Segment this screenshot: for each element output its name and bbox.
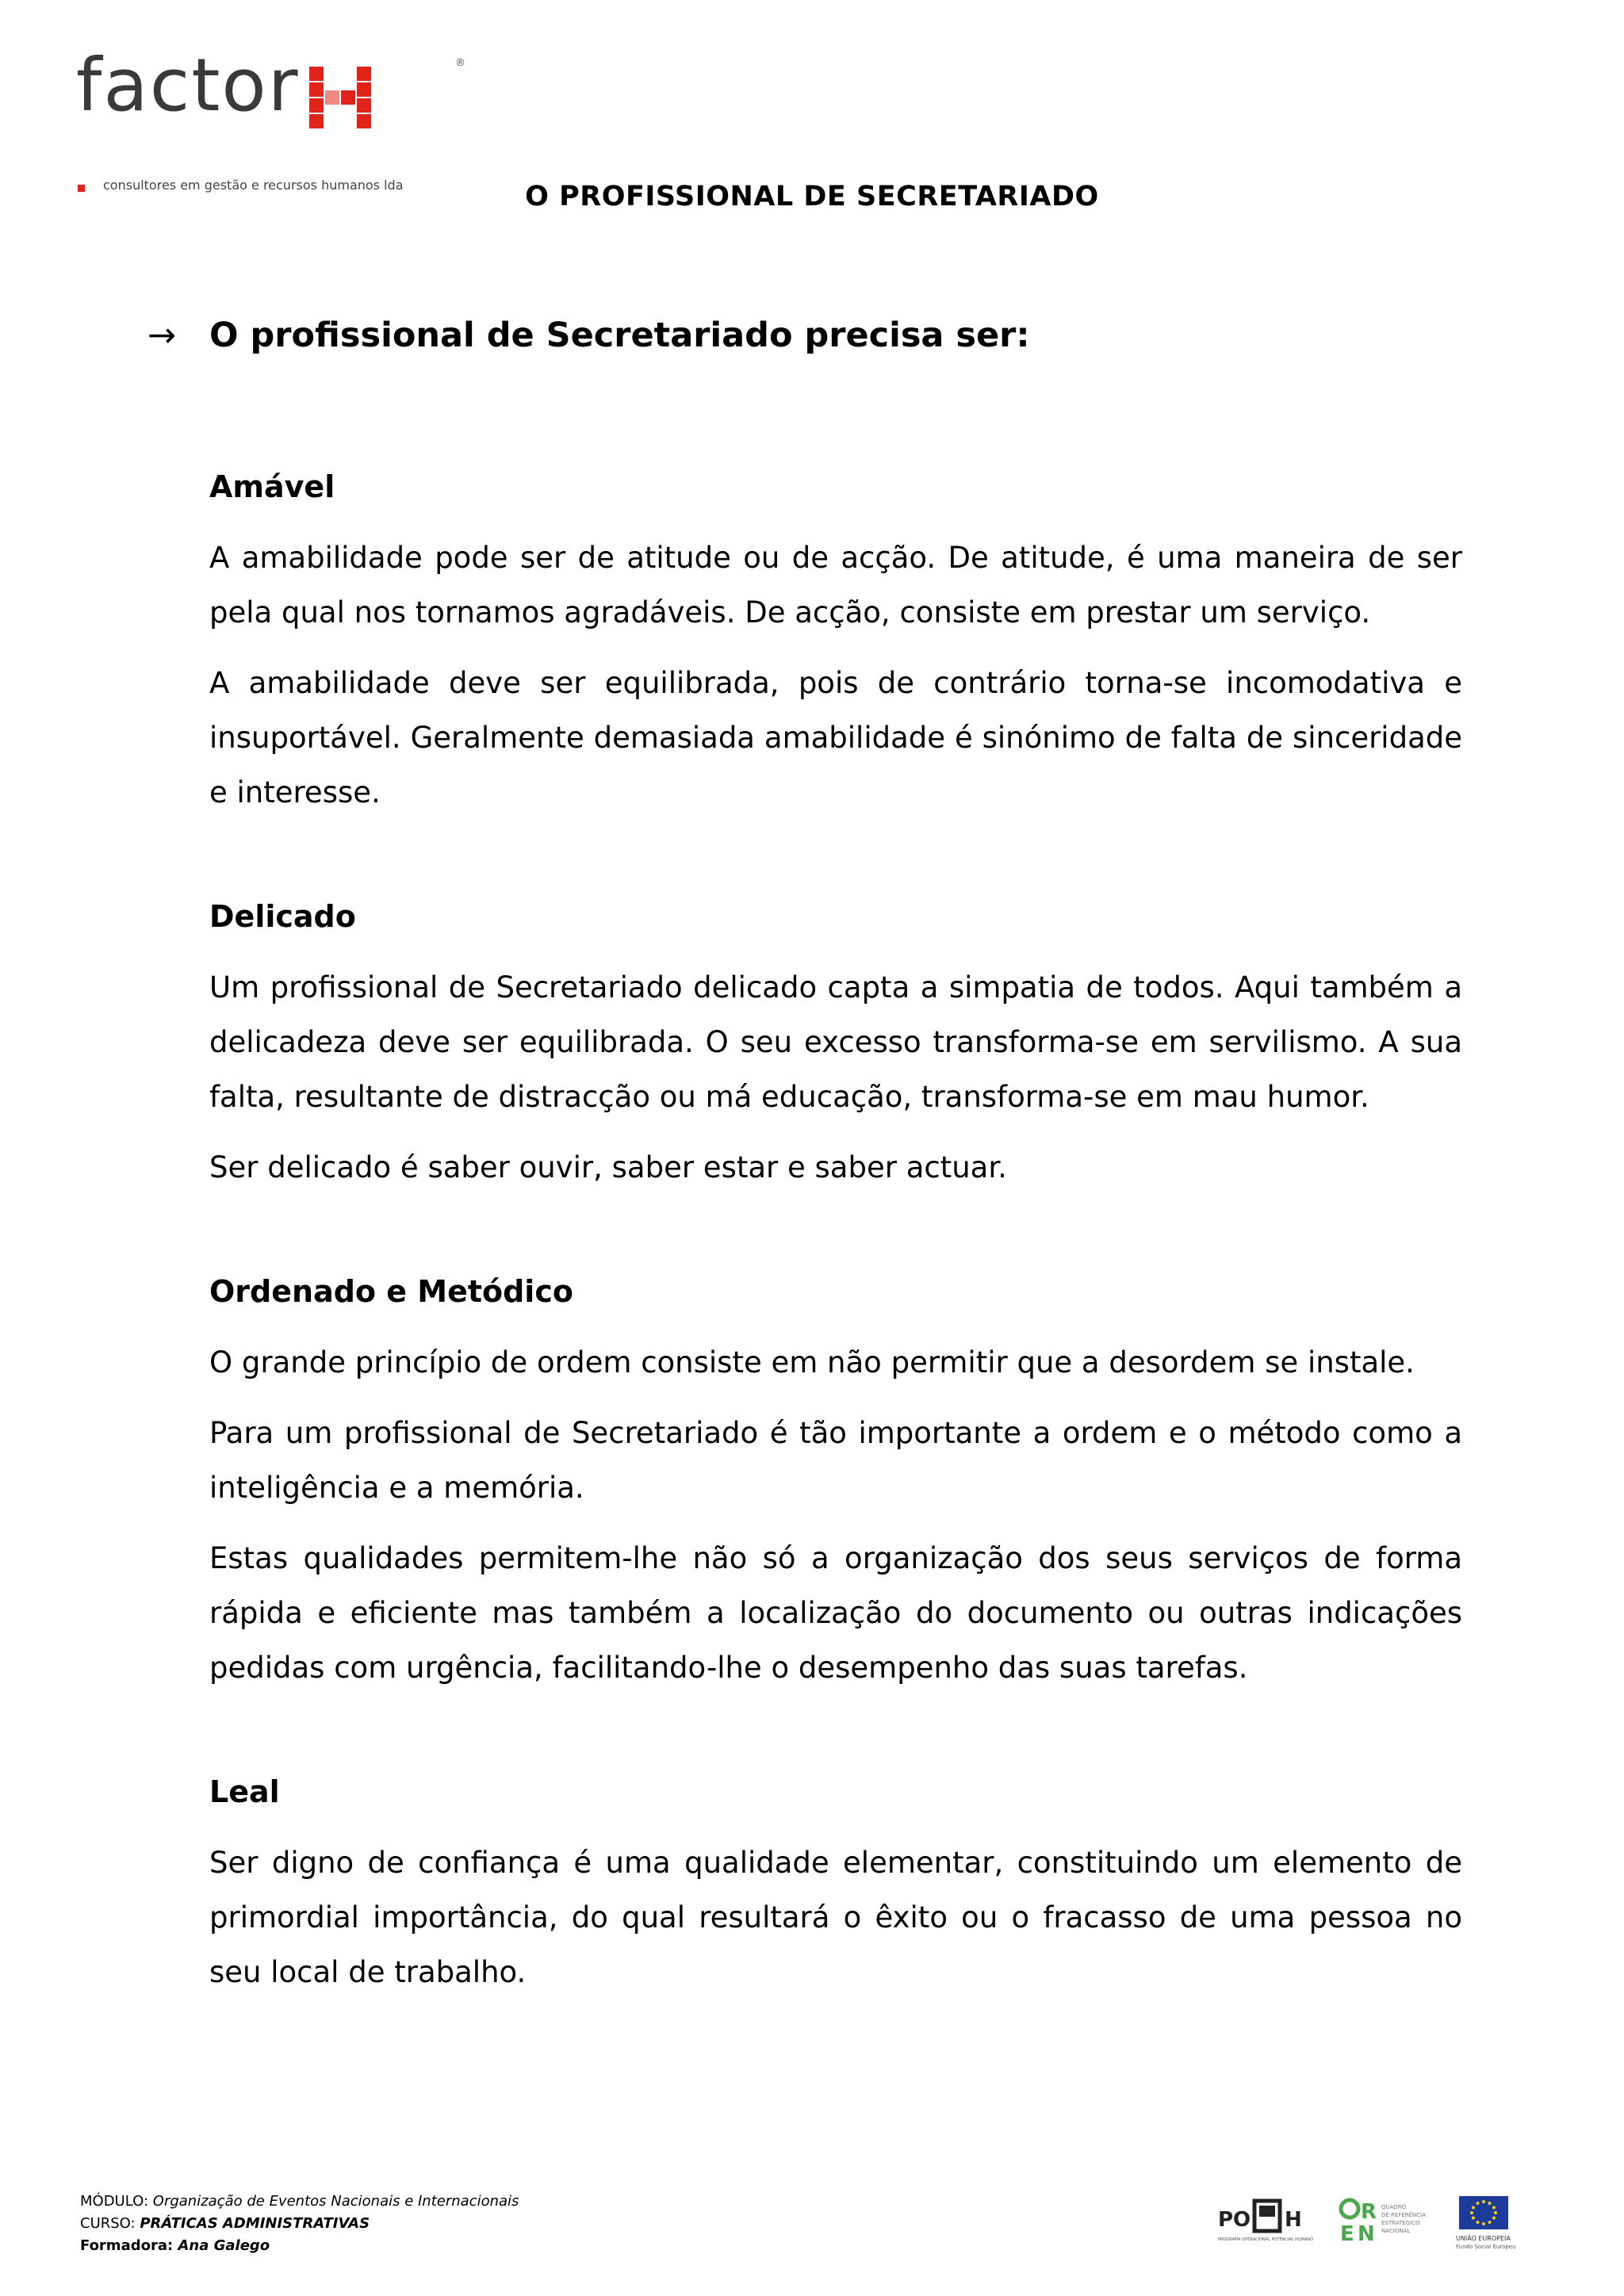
svg-text:DE REFERÊNCIA: DE REFERÊNCIA bbox=[1381, 2212, 1427, 2218]
eu-flag-icon bbox=[1456, 2196, 1527, 2252]
footer-modulo bbox=[80, 2191, 519, 2213]
paragraph: Estas qualidades permitem-lhe não só a organização dos seus serviços de forma rápida e eficiente mas também a localização do documento ou outras indicações pedidas com urgência, facilitando-lhe o desempenho das suas tarefas. bbox=[209, 1541, 1462, 1685]
footer-curso-value: PRÁTICAS ADMINISTRATIVAS bbox=[140, 2215, 370, 2232]
section-heading: Ordenado e Metódico bbox=[209, 1274, 573, 1309]
logo-registered-mark: ® bbox=[455, 57, 465, 69]
svg-text:UNIÃO EUROPEIA: UNIÃO EUROPEIA bbox=[1456, 2235, 1511, 2242]
section-delicado bbox=[209, 890, 1462, 1195]
paragraph: A amabilidade deve ser equilibrada, pois de contrário torna-se incomodativa e insuportável. Geralmente demasiada amabilidade é sinónimo de falta de sinceridade e interesse. bbox=[209, 666, 1462, 809]
paragraph: O grande princípio de ordem consiste em não permitir que a desordem se instale. bbox=[209, 1345, 1415, 1380]
footer-modulo-label: MÓDULO: bbox=[80, 2193, 149, 2210]
paragraph: Ser digno de confiança é uma qualidade elementar, constituindo um elemento de primordial importância, do qual resultará o êxito ou o fracasso de uma pessoa no seu local de trabalho. bbox=[209, 1846, 1462, 1989]
intro-text: O profissional de Secretariado precisa ser: bbox=[209, 316, 1030, 355]
paragraph: Ser delicado é saber ouvir, saber estar e saber actuar. bbox=[209, 1150, 1007, 1184]
document-title: O PROFISSIONAL DE SECRETARIADO bbox=[525, 181, 1099, 212]
factor-h-logo bbox=[76, 43, 465, 193]
svg-text:NACIONAL: NACIONAL bbox=[1381, 2228, 1411, 2234]
section-heading: Amável bbox=[209, 469, 335, 504]
paragraph: A amabilidade pode ser de atitude ou de acção. De atitude, é uma maneira de ser pela qual nos tornamos agradáveis. De acção, consiste em prestar um serviço. bbox=[209, 541, 1462, 629]
qren-logo-icon bbox=[1339, 2196, 1434, 2245]
paragraph: Para um profissional de Secretariado é tão importante a ordem e o método como a inteligência e a memória. bbox=[209, 1416, 1462, 1505]
poph-logo-icon bbox=[1218, 2196, 1321, 2245]
section-ordenado-metodico bbox=[209, 1265, 1462, 1695]
document-body bbox=[209, 460, 1462, 2015]
logo-h-mark-icon bbox=[309, 67, 468, 130]
right-arrow-icon: → bbox=[147, 316, 177, 355]
svg-text:PO: PO bbox=[1218, 2208, 1251, 2232]
svg-text:ESTRATÉGICO: ESTRATÉGICO bbox=[1381, 2220, 1420, 2226]
paragraph: Um profissional de Secretariado delicado capta a simpatia de todos. Aqui também a delicadeza deve ser equilibrada. O seu excesso transforma-se em servilismo. A sua falta, resultante de distracção ou má educação, transforma-se em mau humor. bbox=[209, 970, 1462, 1114]
svg-text:N: N bbox=[1358, 2222, 1375, 2245]
footer-logos bbox=[1218, 2196, 1527, 2252]
logo-wordmark: factor bbox=[76, 43, 300, 128]
footer-curso-label: CURSO: bbox=[80, 2215, 136, 2232]
section-heading: Delicado bbox=[209, 899, 356, 934]
section-amavel bbox=[209, 460, 1462, 820]
svg-text:QUADRO: QUADRO bbox=[1381, 2204, 1407, 2210]
footer-modulo-value: Organização de Eventos Nacionais e Internacionais bbox=[152, 2193, 519, 2210]
intro-line bbox=[147, 316, 1030, 355]
footer-course-info bbox=[80, 2191, 519, 2257]
poph-subtitle: PROGRAMA OPERACIONAL POTENCIAL HUMANO bbox=[1218, 2237, 1313, 2242]
logo-tagline: consultores em gestão e recursos humanos lda bbox=[103, 178, 404, 193]
svg-text:H: H bbox=[1285, 2208, 1302, 2232]
footer-formadora bbox=[80, 2235, 519, 2257]
svg-text:E: E bbox=[1340, 2222, 1354, 2245]
section-heading: Leal bbox=[209, 1774, 280, 1809]
section-leal bbox=[209, 1765, 1462, 1999]
svg-text:R: R bbox=[1361, 2200, 1377, 2224]
footer-formadora-value: Ana Galego bbox=[178, 2237, 270, 2254]
svg-text:Fundo Social Europeu: Fundo Social Europeu bbox=[1456, 2244, 1516, 2250]
footer-curso bbox=[80, 2213, 519, 2235]
footer-formadora-label: Formadora: bbox=[80, 2237, 174, 2254]
